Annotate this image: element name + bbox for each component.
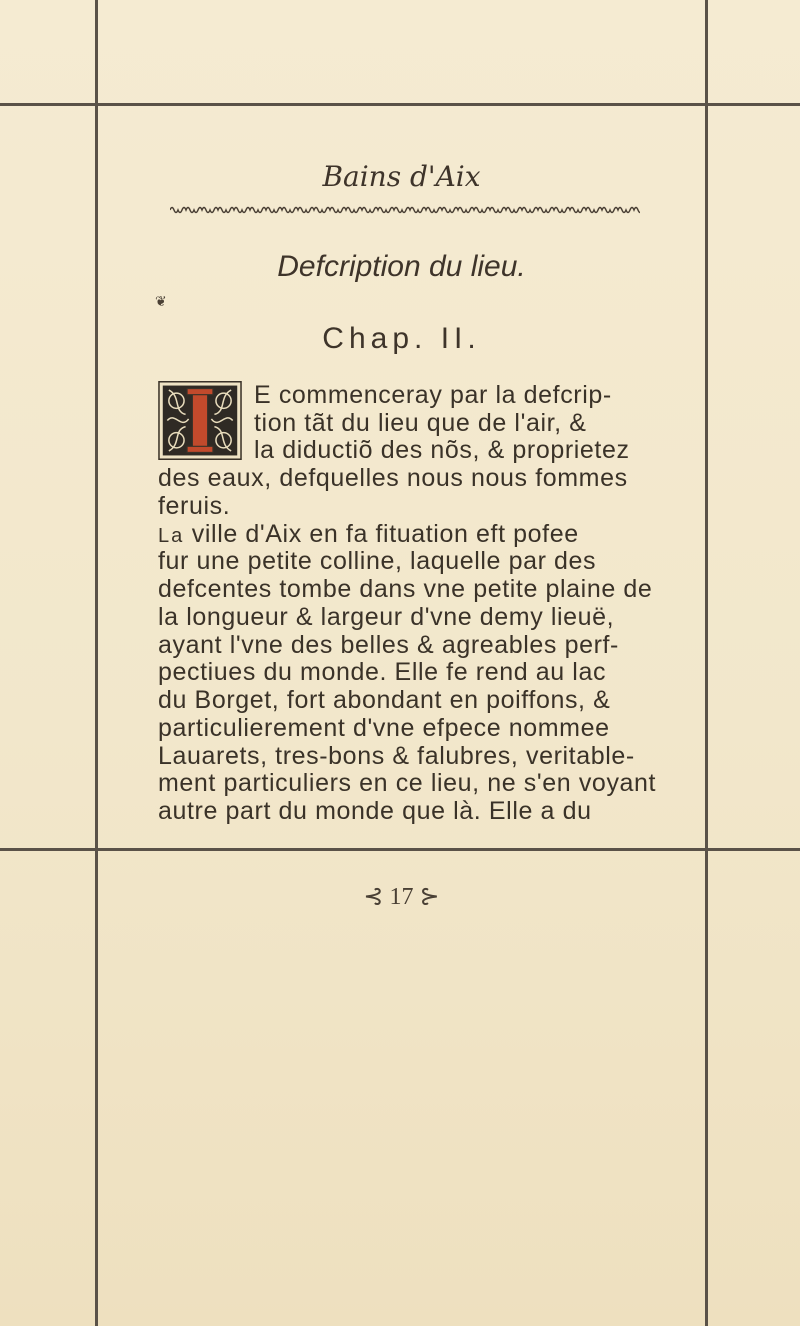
decorated-initial-icon	[158, 381, 242, 460]
fleuron-ornament: ❦	[155, 294, 167, 310]
right-border-rule	[705, 0, 708, 1326]
body-line-8: defcentes tombe dans vne petite plaine de	[158, 575, 653, 603]
running-title: Bains d'Aix	[322, 160, 481, 193]
top-border-rule	[0, 103, 800, 106]
body-line-1: E commenceray par la defcrip-	[254, 381, 612, 409]
body-line-10: ayant l'vne des belles & agreables perf-	[158, 631, 619, 659]
page-number: ⊰ 17 ⊱	[363, 884, 440, 910]
body-line-11: pectiues du monde. Elle fe rend au lac	[158, 658, 607, 686]
body-line-4: des eaux, defquelles nous nous fommes	[158, 464, 628, 492]
paragraph-lead-word: La	[158, 525, 185, 547]
body-line-5: feruis.	[158, 492, 231, 520]
body-line-13: particulierement d'vne efpece nommee	[158, 714, 610, 742]
section-subtitle: Defcription du lieu.	[277, 250, 526, 283]
body-line-6	[158, 520, 579, 548]
body-line-9: la longueur & largeur d'vne demy lieuë,	[158, 603, 615, 631]
body-line-6-text: ville d'Aix en fa fituation eft pofee	[191, 520, 579, 548]
body-line-16: autre part du monde que là. Elle a du	[158, 797, 592, 825]
wavy-divider	[170, 203, 640, 217]
body-line-15: ment particuliers en ce lieu, ne s'en voyant	[158, 769, 657, 797]
chapter-number: II.	[440, 322, 481, 355]
chapter-word: Chap.	[322, 322, 428, 355]
body-line-7: fur une petite colline, laquelle par des	[158, 547, 597, 575]
left-border-rule	[95, 0, 98, 1326]
body-line-12: du Borget, fort abondant en poiffons, &	[158, 686, 611, 714]
body-line-2: tion tãt du lieu que de l'air, &	[254, 409, 587, 437]
chapter-heading	[98, 322, 705, 356]
bottom-border-rule	[0, 848, 800, 851]
body-line-14: Lauarets, tres-bons & falubres, veritable-	[158, 742, 635, 770]
body-line-3: la diductiõ des nõs, & proprietez	[254, 436, 630, 464]
